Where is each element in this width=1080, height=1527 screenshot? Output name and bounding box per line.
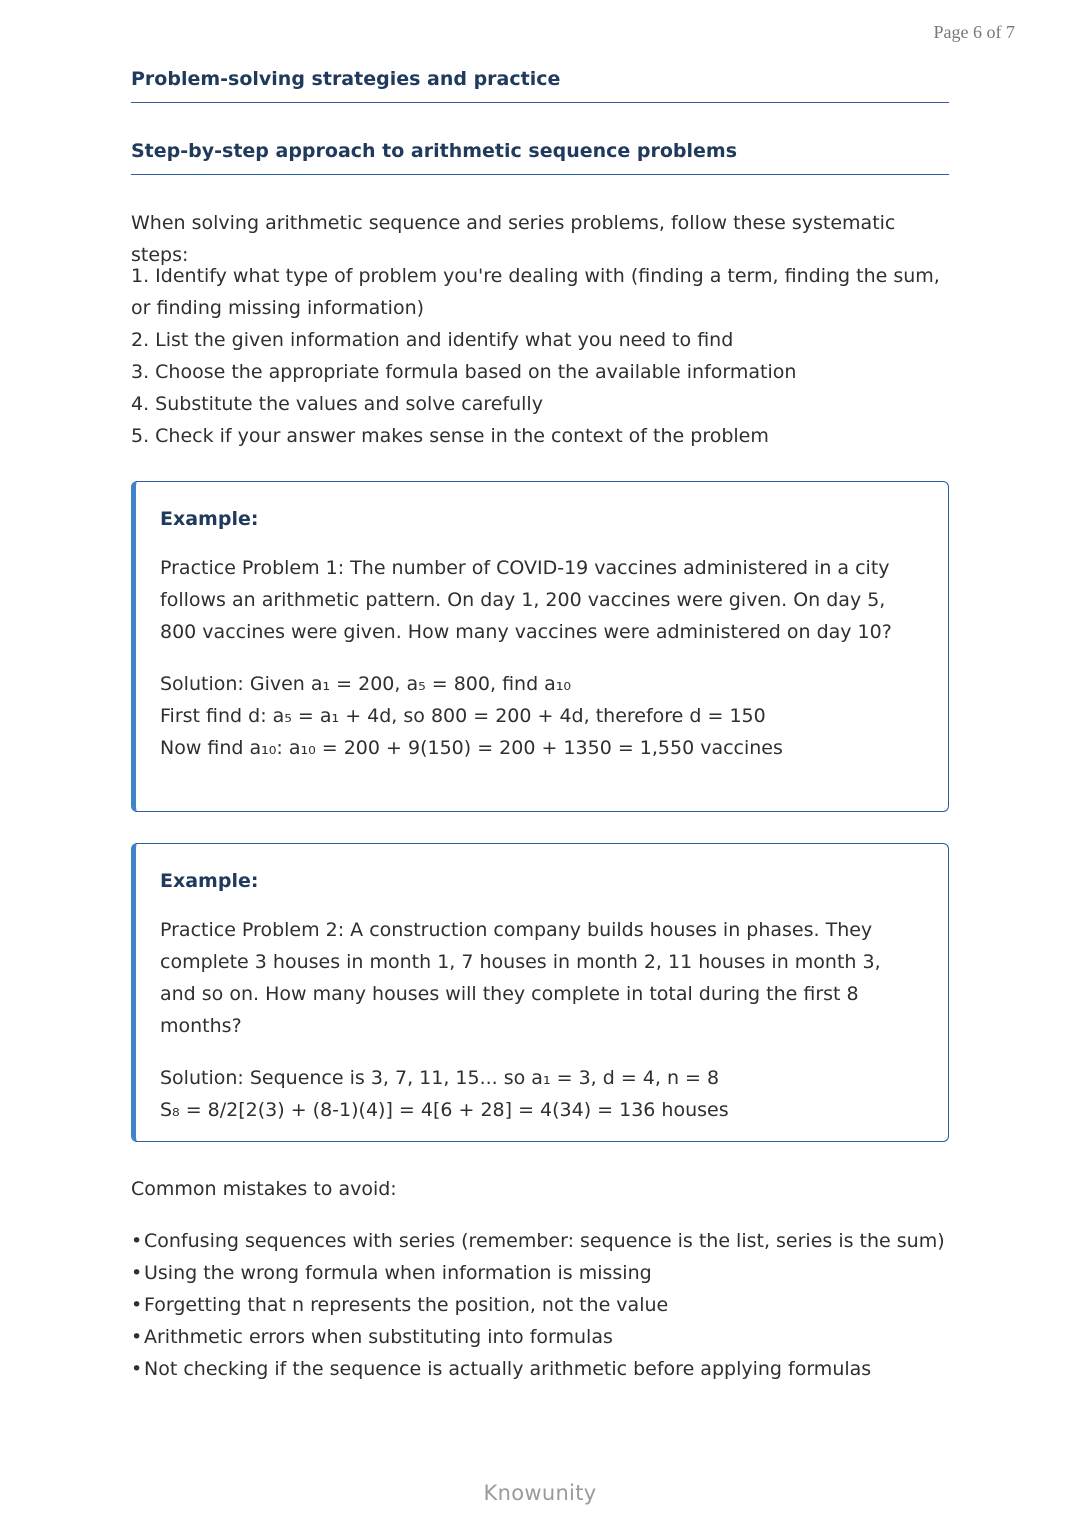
solution-line: Now find a₁₀: a₁₀ = 200 + 9(150) = 200 + 1350 = 1,550 vaccines xyxy=(160,737,783,759)
section-subtitle: Step-by-step approach to arithmetic sequence problems xyxy=(131,140,949,175)
solution-line: S₈ = 8/2[2(3) + (8-1)(4)] = 4[6 + 28] = 4(34) = 136 houses xyxy=(160,1099,729,1121)
solution-line: Solution: Given a₁ = 200, a₅ = 800, find a₁₀ xyxy=(160,673,572,695)
example-solution xyxy=(160,668,920,764)
example-solution xyxy=(160,1062,920,1126)
step-item: 3. Choose the appropriate formula based on the available information xyxy=(131,361,797,383)
mistake-item xyxy=(131,1321,949,1353)
mistake-item xyxy=(131,1289,949,1321)
steps-list xyxy=(131,260,949,452)
example-label: Example: xyxy=(160,870,259,892)
footer-brand: Knowunity xyxy=(483,1481,597,1505)
mistakes-heading: Common mistakes to avoid: xyxy=(131,1178,397,1200)
mistake-item xyxy=(131,1353,949,1385)
mistake-text: Forgetting that n represents the position, not the value xyxy=(144,1294,669,1316)
example-box-2 xyxy=(131,843,949,1142)
page-number: Page 6 of 7 xyxy=(933,22,1015,42)
step-item: 4. Substitute the values and solve carefully xyxy=(131,393,543,415)
mistake-item xyxy=(131,1257,949,1289)
example-problem: Practice Problem 2: A construction company builds houses in phases. They complete 3 houses in month 1, 7 houses in month 2, 11 houses in month 3, and so on. How many houses will they complete in total during the first 8 months? xyxy=(160,919,881,1037)
example-label: Example: xyxy=(160,508,259,530)
mistake-item xyxy=(131,1225,949,1257)
step-item: 1. Identify what type of problem you're dealing with (finding a term, finding the sum, or finding missing information) xyxy=(131,265,940,319)
step-item: 2. List the given information and identify what you need to find xyxy=(131,329,734,351)
step-item: 5. Check if your answer makes sense in the context of the problem xyxy=(131,425,769,447)
mistake-text: Using the wrong formula when information is missing xyxy=(144,1262,652,1284)
intro-paragraph: When solving arithmetic sequence and series problems, follow these systematic steps: xyxy=(131,212,896,266)
solution-line: First find d: a₅ = a₁ + 4d, so 800 = 200 + 4d, therefore d = 150 xyxy=(160,705,766,727)
mistake-text: Confusing sequences with series (remember: sequence is the list, series is the sum) xyxy=(144,1230,945,1252)
mistake-text: Not checking if the sequence is actually arithmetic before applying formulas xyxy=(144,1358,872,1380)
mistake-text: Arithmetic errors when substituting into formulas xyxy=(144,1326,613,1348)
example-problem: Practice Problem 1: The number of COVID-19 vaccines administered in a city follows an arithmetic pattern. On day 1, 200 vaccines were given. On day 5, 800 vaccines were given. How many vaccines were administered on day 10? xyxy=(160,557,892,643)
example-box-1 xyxy=(131,481,949,812)
section-title: Problem-solving strategies and practice xyxy=(131,68,949,103)
mistakes-list xyxy=(131,1225,949,1385)
solution-line: Solution: Sequence is 3, 7, 11, 15... so a₁ = 3, d = 4, n = 8 xyxy=(160,1067,720,1089)
